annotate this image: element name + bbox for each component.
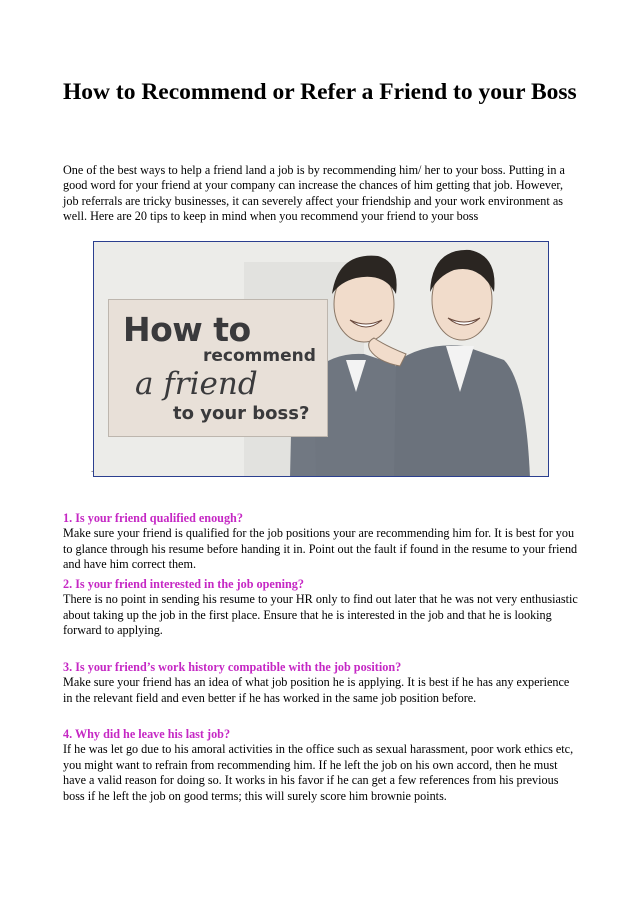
- card-line-4: to your boss?: [173, 403, 310, 424]
- intro-paragraph: One of the best ways to help a friend land a job is by recommending him/ her to your boss. Putting in a good word for your friend at your company can increase the chances of him getting that job. However, job referrals are tricky businesses, it can severely affect your friendship and your work environment as well. Here are 20 tips to keep in mind when you recommend your friend to your boss: [63, 163, 565, 224]
- card-line-1: How to: [123, 310, 251, 349]
- tip-section: [63, 577, 579, 639]
- page-title: How to Recommend or Refer a Friend to your Boss: [63, 79, 577, 105]
- tip-section: [63, 727, 579, 804]
- card-line-3: a friend: [135, 366, 258, 402]
- tip-body: If he was let go due to his amoral activities in the office such as sexual harassment, poor work ethics etc, you might want to refrain from recommending him. If he left the job on his own accord, then he must have a valid reason for doing so. It works in his favor if he can get a few references from his previous boss if he left the job on good terms; this will surely score him brownie points.: [63, 742, 574, 803]
- tip-body: There is no point in sending his resume to your HR only to find out later that he was not very enthusiastic about taking up the job in the first place. Ensure that he is interested in the job and that he is looking forward to applying.: [63, 592, 578, 638]
- tip-heading: 1. Is your friend qualified enough?: [63, 511, 243, 525]
- figure-caption-dot: .: [91, 464, 94, 474]
- tip-section: [63, 511, 579, 573]
- tip-section: [63, 660, 579, 706]
- tip-body: Make sure your friend is qualified for the job positions your are recommending him for. It is best for you to glance through his resume before handing it in. Point out the fault if found in the resume to your friend and have him correct them.: [63, 526, 578, 572]
- title-card: [108, 299, 328, 437]
- tip-heading: 3. Is your friend’s work history compatible with the job position?: [63, 660, 402, 674]
- tip-heading: 4. Why did he leave his last job?: [63, 727, 231, 741]
- tip-heading: 2. Is your friend interested in the job opening?: [63, 577, 304, 591]
- tip-body: Make sure your friend has an idea of what job position he is applying. It is best if he has any experience in the relevant field and even better if he has worked in the same job position before.: [63, 675, 570, 705]
- article-illustration: [93, 241, 549, 477]
- card-line-2: recommend: [203, 346, 316, 366]
